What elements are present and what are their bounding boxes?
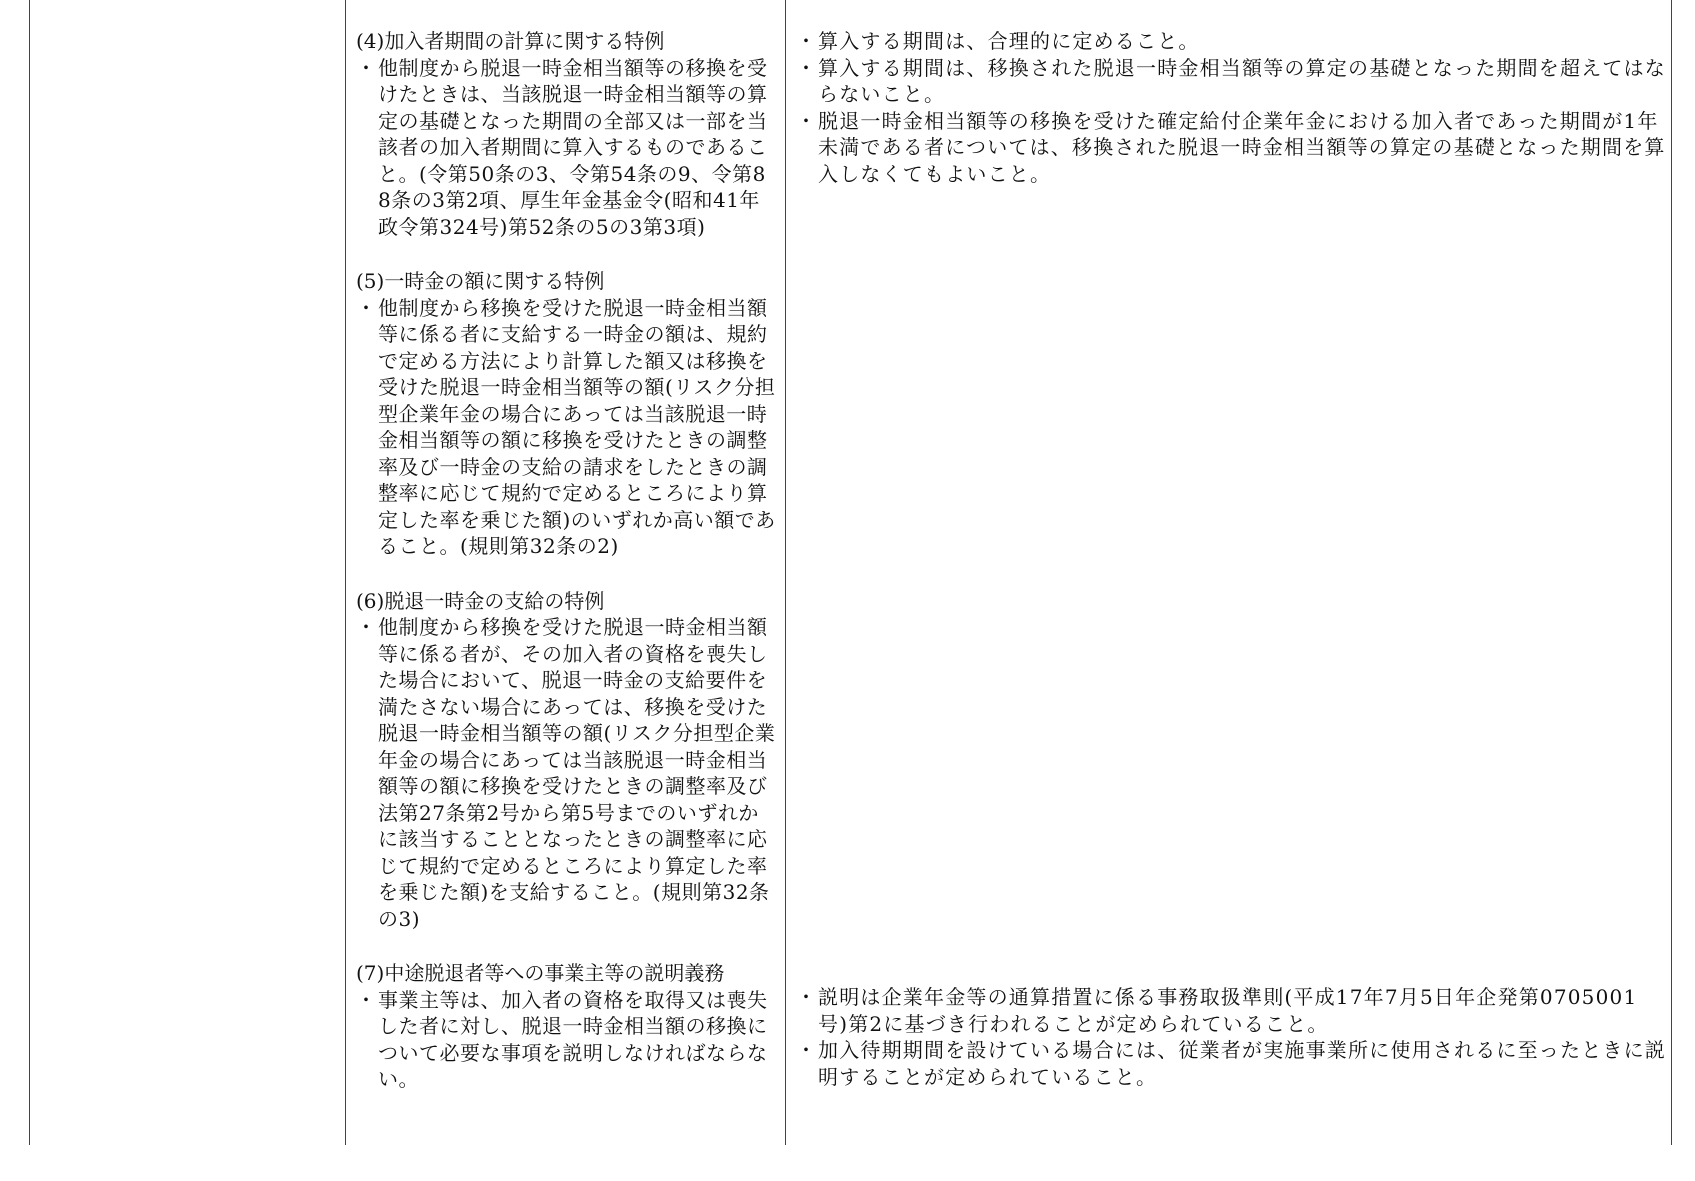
list-item — [356, 987, 776, 1093]
bullet-mark: ・ — [796, 55, 818, 80]
table-border-right — [1671, 0, 1672, 1145]
section-title: (6)脱退一時金の支給の特例 — [356, 588, 605, 613]
bullet-mark: ・ — [796, 108, 818, 133]
list-item — [796, 55, 1666, 108]
criteria-text: 加入待期期間を設けている場合には、従業者が実施事業所に使用されるに至ったときに説明することが定められていること。 — [818, 1038, 1666, 1089]
bullet-mark: ・ — [356, 295, 377, 320]
section-title: (7)中途脱退者等への事業主等の説明義務 — [356, 961, 725, 985]
bullet-mark: ・ — [356, 987, 377, 1012]
criteria-group-1 — [796, 28, 1666, 187]
provisions-column — [356, 28, 776, 1121]
criteria-text: 脱退一時金相当額等の移換を受けた確定給付企業年金における加入者であった期間が1年未満である者については、移換された脱退一時金相当額等の算定の基礎となった期間を算入しなくてもよいこと。 — [818, 108, 1666, 186]
bullet-mark: ・ — [796, 985, 818, 1009]
criteria-text: 算入する期間は、移換された脱退一時金相当額等の算定の基礎となった期間を超えてはならないこと。 — [818, 55, 1666, 106]
criteria-column — [796, 28, 1666, 187]
bullet-text: 他制度から移換を受けた脱退一時金相当額等に係る者に支給する一時金の額は、規約で定める方法により計算した額又は移換を受けた脱退一時金相当額等の額(リスク分担型企業年金の場合にあっては当該脱退一時金相当額等の額に移換を受けたときの調整率及び一時金の支給の請求をしたときの調整率に応じて規約で定めるところにより算定した率を乗じた額)のいずれか高い額であること。(規則第32条の2) — [378, 295, 776, 558]
criteria-text: 算入する期間は、合理的に定めること。 — [818, 29, 1200, 53]
bullet-text: 事業主等は、加入者の資格を取得又は喪失した者に対し、脱退一時金相当額の移換について必要な事項を説明しなければならない。 — [378, 987, 768, 1091]
list-item — [796, 1037, 1666, 1090]
list-item — [356, 55, 776, 241]
bullet-mark: ・ — [356, 55, 377, 80]
table-border-left — [29, 0, 30, 1145]
bullet-mark: ・ — [796, 29, 818, 53]
table-border-col3 — [785, 0, 786, 1145]
criteria-group-2 — [796, 984, 1666, 1090]
list-item — [796, 108, 1666, 188]
criteria-text: 説明は企業年金等の通算措置に係る事務取扱準則(平成17年7月5日年企発第0705001号)第2に基づき行われることが定められていること。 — [818, 985, 1638, 1036]
list-item — [796, 984, 1666, 1037]
list-item — [356, 295, 776, 560]
list-item — [796, 28, 1666, 55]
section-6 — [356, 588, 776, 933]
bullet-text: 他制度から脱退一時金相当額等の移換を受けたときは、当該脱退一時金相当額等の算定の基礎となった期間の全部又は一部を当該者の加入者期間に算入するものであること。(令第50条の3、令第54条の9、令第88条の3第2項、厚生年金基金令(昭和41年政令第324号)第52条の5の3第3項) — [378, 55, 768, 239]
list-item — [356, 614, 776, 932]
table-border-col2 — [345, 0, 346, 1145]
section-4 — [356, 28, 776, 240]
bullet-mark: ・ — [356, 615, 377, 639]
bullet-mark: ・ — [796, 1038, 818, 1062]
section-5 — [356, 268, 776, 560]
section-7 — [356, 960, 776, 1093]
section-title: (4)加入者期間の計算に関する特例 — [356, 29, 665, 53]
section-title: (5)一時金の額に関する特例 — [356, 269, 605, 293]
criteria-column-lower — [796, 984, 1666, 1090]
bullet-text: 他制度から移換を受けた脱退一時金相当額等に係る者が、その加入者の資格を喪失した場合において、脱退一時金の支給要件を満たさない場合にあっては、移換を受けた脱退一時金相当額等の額(リスク分担型企業年金の場合にあっては当該脱退一時金相当額等の額に移換を受けたときの調整率及び法第27条第2号から第5号までのいずれかに該当することとなったときの調整率に応じて規約で定めるところにより算定した率を乗じた額)を支給すること。(規則第32条の3) — [378, 615, 776, 931]
